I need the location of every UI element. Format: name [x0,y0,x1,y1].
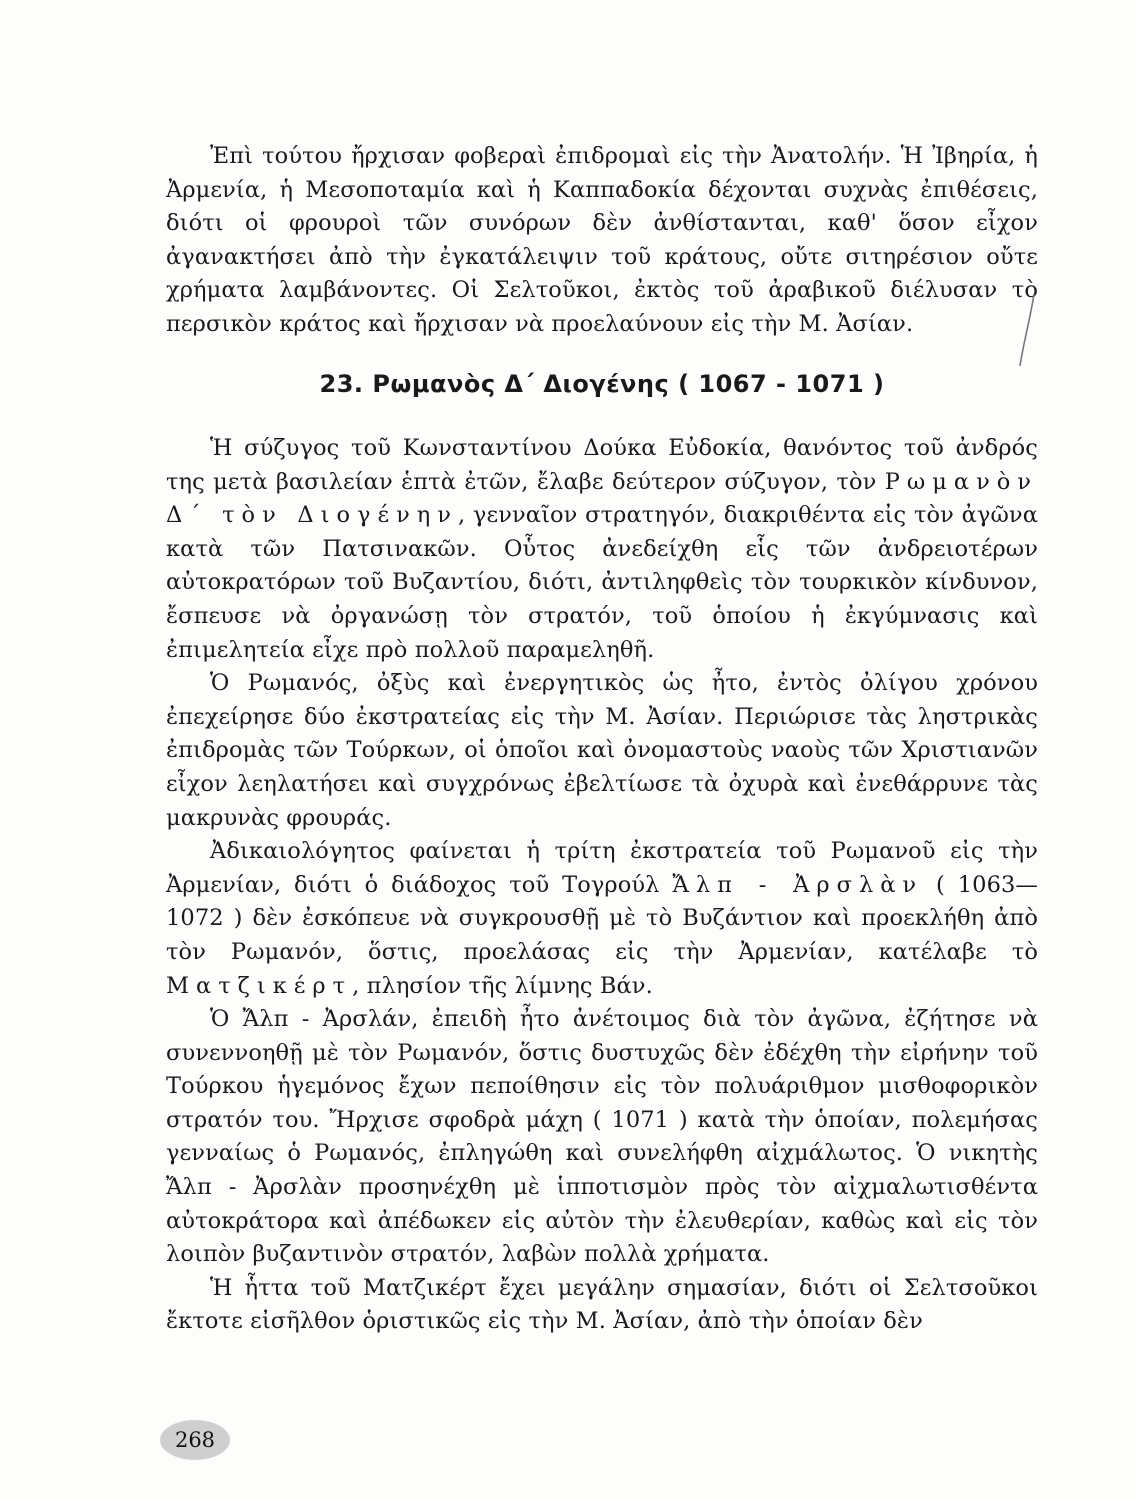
section-heading: 23. Ρωμανὸς Δ΄ Διογένης ( 1067 - 1071 ) [319,370,885,398]
paragraph-1-part-a: Ἡ σύζυγος τοῦ Κωνσταντίνου Δούκα Εὐδοκία, θανόντος τοῦ ἀνδρός της μετὰ βασιλείαν ἑπτὰ ἐτῶν, ἔλαβε δεύτερον σύζυγον, τὸν [166,435,1038,495]
sultan-name-spaced: Ἄλπ - Ἀρσλὰν [672,871,924,898]
pencil-margin-mark [1012,290,1042,370]
paragraph-5: Ἡ ἧττα τοῦ Ματζικέρτ ἔχει μεγάλην σημασίαν, διότι οἱ Σελτσοῦκοι ἔκτοτε εἰσῆλθον ὁριστικῶς εἰς τὴν Μ. Ἀσίαν, ἀπὸ τὴν ὁποίαν δὲν [166,1274,1038,1335]
paragraph-3-part-c: , πλησίον τῆς λίμνης Βάν. [352,972,653,999]
top-paragraph: Ἐπὶ τούτου ἤρχισαν φοβεραὶ ἐπιδρομαὶ εἰς τὴν Ἀνατολήν. Ἡ Ἰβηρία, ἡ Ἀρμενία, ἡ Μεσοποταμία καὶ ἡ Καππαδοκία δέχονται συχνὰς ἐπιθέσεις, διότι οἱ φρουροὶ τῶν συνόρων δὲν ἀνθίστανται, καθ' ὅσον εἶχον ἀγανακτήσει ἀπὸ τὴν ἐγκατάλειψιν τοῦ κράτους, οὔτε σιτηρέσιον οὔτε χρήματα λαμβάνοντες. Οἱ Σελτοῦκοι, ἐκτὸς τοῦ ἀραβικοῦ διέλυσαν τὸ περσικὸν κράτος καὶ ἤρχισαν νὰ προελαύνουν εἰς τὴν Μ. Ἀσίαν. [166,143,1038,337]
paragraph-1-part-b: , γενναῖον στρατηγόν, διακριθέντα εἰς τὸν ἀγῶνα κατὰ τῶν Πατσινακῶν. Οὗτος ἀνεδείχθη εἷς τῶν ἀνδρειοτέρων αὐτοκρατόρων τοῦ Βυζαντίου, διότι, ἀντιληφθεὶς τὸν τουρκικὸν κίνδυνον, ἔσπευσε νὰ ὀργανώσῃ τὸν στρατόν, τοῦ ὁποίου ἡ ἐκγύμνασις καὶ ἐπιμελητεία εἶχε πρὸ πολλοῦ παραμεληθῆ. [166,502,1038,663]
paragraph-1 [166,432,1038,667]
top-paragraph-block [166,140,1038,342]
paragraph-3 [166,835,1038,1003]
paragraph-3-part-b: ( 1063—1072 ) δὲν ἐσκόπευε νὰ συγκρουσθῇ μὲ τὸ Βυζάντιον καὶ προεκλήθη ἀπὸ τὸν Ρωμανόν, ὅστις, προελάσας εἰς τὴν Ἀρμενίαν, κατέλαβε τὸ [166,871,1038,965]
place-name-spaced: Ματζικέρτ [166,972,353,999]
main-text-block [166,432,1038,1339]
page-number-badge [160,1420,230,1460]
paragraph-3-part-a: Ἀδικαιολόγητος φαίνεται ἡ τρίτη ἐκστρατεία τοῦ Ρωμανοῦ εἰς τὴν Ἀρμενίαν, διότι ὁ διάδοχος τοῦ Τογρούλ [166,838,1038,898]
paragraph-2: Ὁ Ρωμανός, ὀξὺς καὶ ἐνεργητικὸς ὡς ἦτο, ἐντὸς ὀλίγου χρόνου ἐπεχείρησε δύο ἐκστρατείας εἰς τὴν Μ. Ἀσίαν. Περιώρισε τὰς ληστρικὰς ἐπιδρομὰς τῶν Τούρκων, οἱ ὁποῖοι καὶ ὀνομαστοὺς ναοὺς τῶν Χριστιανῶν εἶχον λεηλατήσει καὶ συγχρόνως ἐβελτίωσε τὰ ὀχυρὰ καὶ ἐνεθάρρυνε τὰς μακρυνὰς φρουράς. [166,670,1038,831]
page-number: 268 [174,1428,216,1452]
paragraph-4: Ὁ Ἄλπ - Ἀρσλάν, ἐπειδὴ ἦτο ἀνέτοιμος διὰ τὸν ἀγῶνα, ἐζήτησε νὰ συνεννοηθῇ μὲ τὸν Ρωμανόν, ὅστις δυστυχῶς δὲν ἐδέχθη τὴν εἰρήνην τοῦ Τούρκου ἡγεμόνος ἔχων πεποίθησιν εἰς τὸν πολυάριθμον μισθοφορικὸν στρατόν του. Ἤρχισε σφοδρὰ μάχη ( 1071 ) κατὰ τὴν ὁποίαν, πολεμήσας γενναίως ὁ Ρωμανός, ἐπληγώθη καὶ συνελήφθη αἰχμάλωτος. Ὁ νικητὴς Ἄλπ - Ἀρσλὰν προσηνέχθη μὲ ἱπποτισμὸν πρὸς τὸν αἰχμαλωτισθέντα αὐτοκράτορα καὶ ἀπέδωκεν εἰς αὐτὸν τὴν ἐλευθερίαν, καθὼς καὶ εἰς τὸν λοιπὸν βυζαντινὸν στρατόν, λαβὼν πολλὰ χρήματα. [166,1006,1038,1268]
emperor-name-spaced: Ρωμανὸν Δ΄ τὸν Διογένην [166,468,1038,529]
